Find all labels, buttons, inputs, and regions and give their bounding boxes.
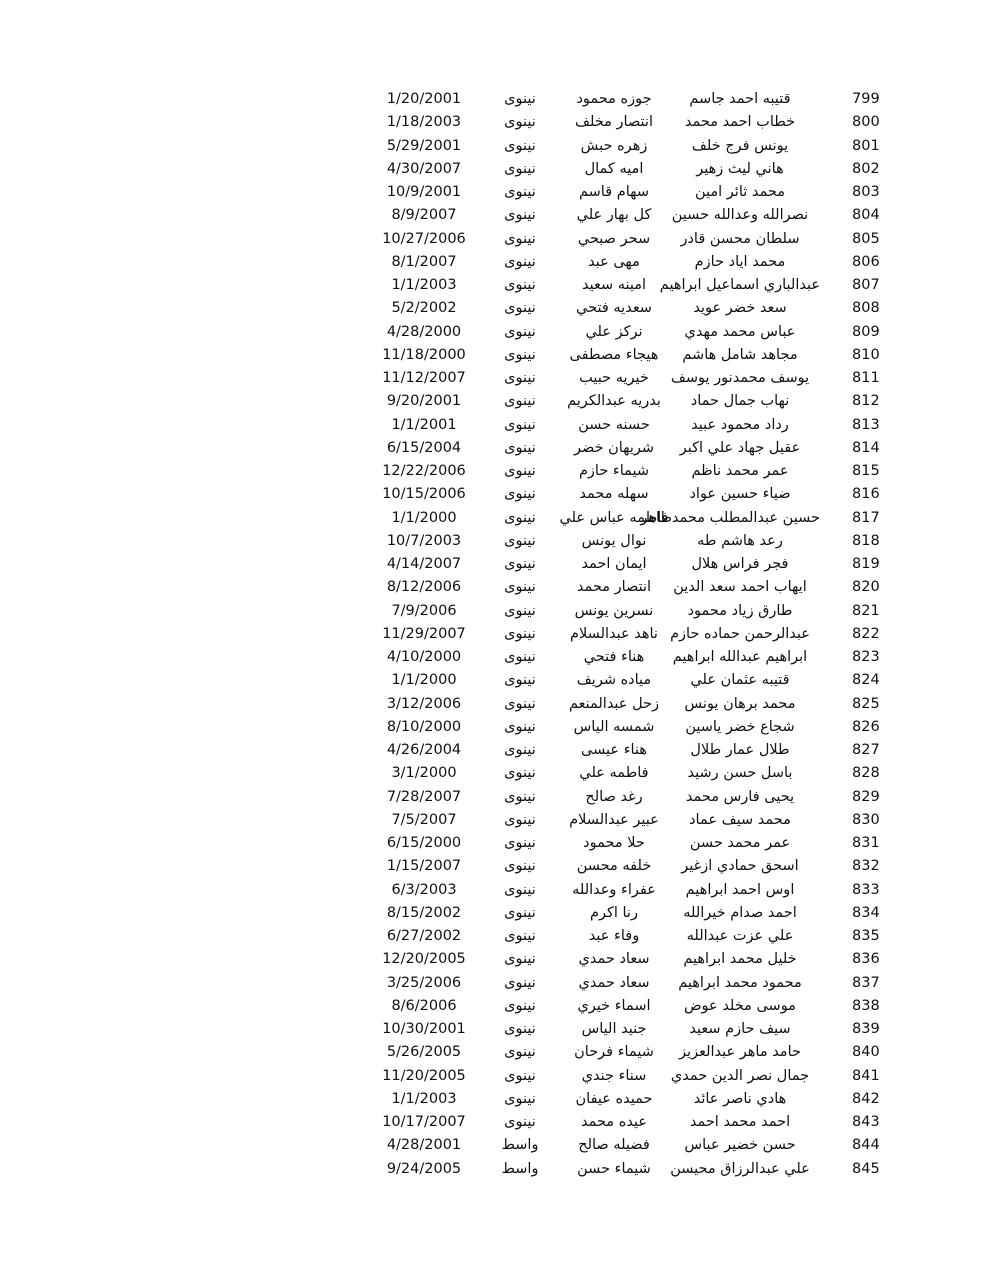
- governorate: نينوى: [504, 463, 536, 479]
- governorate: نينوى: [504, 811, 536, 828]
- record-row: [372, 274, 892, 297]
- birth-date: 9/24/2005: [386, 1160, 462, 1177]
- mother-name: رنا اكرم: [590, 904, 638, 921]
- mother-name: هيجاء مصطفى: [569, 346, 659, 363]
- record-number: 825: [852, 695, 880, 712]
- governorate: نينوى: [504, 858, 536, 875]
- person-name: نصرالله وعدالله حسين: [671, 207, 809, 224]
- record-number: 828: [852, 765, 880, 782]
- governorate: نينوى: [504, 904, 536, 921]
- birth-date: 4/10/2000: [386, 649, 462, 665]
- person-name: احمد صدام خيرالله: [683, 904, 797, 921]
- governorate: نينوى: [504, 974, 536, 991]
- person-name: سعد خضر عويد: [693, 300, 787, 317]
- birth-date: 4/30/2007: [386, 160, 462, 177]
- governorate: نينوى: [504, 1021, 536, 1037]
- record-number: 829: [852, 788, 880, 805]
- mother-name: اسماء خيري: [577, 997, 651, 1014]
- record-row: [372, 948, 892, 971]
- record-row: [372, 576, 892, 599]
- governorate: نينوى: [504, 532, 536, 549]
- record-number: 808: [852, 300, 880, 317]
- governorate: نينوى: [504, 881, 536, 898]
- birth-date: 11/18/2000: [382, 346, 466, 363]
- record-number: 814: [852, 439, 880, 456]
- person-name: محمود محمد ابراهيم: [678, 974, 802, 991]
- governorate: نينوى: [504, 486, 536, 503]
- person-name: عمر محمد حسن: [689, 835, 791, 851]
- record-number: 820: [852, 579, 880, 596]
- person-name: عبدالرحمن حماده حازم: [670, 625, 810, 642]
- record-number: 805: [852, 230, 880, 247]
- mother-name: انتصار محمد: [576, 579, 652, 596]
- mother-name: نوال يونس: [581, 532, 647, 549]
- record-row: [372, 367, 892, 390]
- record-number: 813: [852, 416, 880, 433]
- mother-name: كل بهار علي: [576, 207, 652, 224]
- birth-date: 12/22/2006: [382, 463, 466, 479]
- record-row: [372, 1111, 892, 1134]
- mother-name: عيده محمد: [581, 1114, 647, 1130]
- person-name: حامد ماهر عبدالعزيز: [679, 1044, 801, 1061]
- mother-name: خلفه محسن: [576, 858, 652, 875]
- birth-date: 10/7/2003: [386, 532, 462, 549]
- record-row: [372, 669, 892, 692]
- person-name: خطاب احمد محمد: [684, 114, 796, 131]
- record-row: [372, 111, 892, 134]
- record-number: 816: [852, 486, 880, 503]
- record-number: 842: [852, 1090, 880, 1107]
- record-row: [372, 1041, 892, 1064]
- birth-date: 1/1/2001: [391, 416, 457, 433]
- record-number: 818: [852, 532, 880, 549]
- record-number: 843: [852, 1114, 880, 1130]
- mother-name: زحل عبدالمنعم: [568, 695, 660, 712]
- person-name: حسين عبدالمطلب محمدطاهر: [640, 509, 820, 526]
- birth-date: 10/30/2001: [382, 1021, 466, 1037]
- governorate: نينوى: [504, 184, 536, 200]
- mother-name: شيماء حسن: [577, 1160, 651, 1177]
- mother-name: سعاد حمدي: [578, 974, 650, 991]
- birth-date: 10/17/2007: [382, 1114, 466, 1130]
- birth-date: 3/25/2006: [386, 974, 462, 991]
- record-row: [372, 344, 892, 367]
- record-row: [372, 1065, 892, 1088]
- governorate: نينوى: [504, 277, 536, 293]
- record-row: [372, 739, 892, 762]
- person-name: قتيبه عثمان علي: [690, 672, 790, 689]
- mother-name: شيماء فرحان: [574, 1044, 654, 1061]
- birth-date: 11/29/2007: [382, 625, 466, 642]
- record-row: [372, 321, 892, 344]
- person-name: هاني ليث زهير: [696, 160, 784, 177]
- governorate: نينوى: [504, 160, 536, 177]
- birth-date: 9/20/2001: [386, 393, 462, 410]
- record-row: [372, 414, 892, 437]
- birth-date: 1/1/2000: [391, 672, 457, 689]
- person-name: محمد ثائر امين: [694, 184, 786, 200]
- person-name: باسل حسن رشيد: [687, 765, 793, 782]
- record-number: 844: [852, 1137, 880, 1154]
- record-number: 830: [852, 811, 880, 828]
- governorate: نينوى: [504, 1090, 536, 1107]
- governorate: نينوى: [504, 649, 536, 665]
- governorate: نينوى: [504, 207, 536, 224]
- governorate: نينوى: [504, 695, 536, 712]
- mother-name: سعاد حمدي: [578, 951, 650, 968]
- governorate: نينوى: [504, 788, 536, 805]
- governorate: نينوى: [504, 230, 536, 247]
- governorate: نينوى: [504, 114, 536, 131]
- mother-name: فضيله صالح: [578, 1137, 650, 1154]
- birth-date: 3/1/2000: [391, 765, 457, 782]
- person-name: ايهاب احمد سعد الدين: [673, 579, 807, 596]
- governorate: نينوى: [504, 300, 536, 317]
- birth-date: 6/3/2003: [391, 881, 457, 898]
- governorate: نينوى: [504, 835, 536, 851]
- record-number: 836: [852, 951, 880, 968]
- mother-name: فاطمه عباس علي: [559, 509, 669, 526]
- record-row: [372, 809, 892, 832]
- mother-name: زهره حبش: [580, 137, 648, 154]
- record-number: 835: [852, 928, 880, 944]
- person-name: عباس محمد مهدي: [684, 323, 796, 340]
- birth-date: 8/1/2007: [391, 253, 457, 270]
- person-name: طلال عمار طلال: [690, 742, 790, 758]
- person-name: حسن خضير عباس: [684, 1137, 796, 1154]
- person-name: عبدالباري اسماعيل ابراهيم: [659, 277, 820, 293]
- record-row: [372, 1088, 892, 1111]
- governorate: نينوى: [504, 625, 536, 642]
- record-row: [372, 460, 892, 483]
- record-number: 821: [852, 602, 880, 619]
- person-name: طارق زياد محمود: [687, 602, 793, 619]
- mother-name: امينه سعيد: [581, 277, 647, 293]
- record-row: [372, 228, 892, 251]
- record-row: [372, 832, 892, 855]
- record-number: 831: [852, 835, 880, 851]
- person-name: نهاب جمال حماد: [690, 393, 790, 410]
- governorate: نينوى: [504, 509, 536, 526]
- record-row: [372, 530, 892, 553]
- person-name: ابراهيم عبدالله ابراهيم: [672, 649, 808, 665]
- governorate: نينوى: [504, 439, 536, 456]
- record-row: [372, 902, 892, 925]
- governorate: نينوى: [504, 997, 536, 1014]
- person-name: محمد برهان يونس: [684, 695, 796, 712]
- record-row: [372, 972, 892, 995]
- record-number: 800: [852, 114, 880, 131]
- governorate: نينوى: [504, 1067, 536, 1084]
- person-name: ضياء حسين عواد: [689, 486, 791, 503]
- person-name: خليل محمد ابراهيم: [683, 951, 797, 968]
- birth-date: 6/15/2004: [386, 439, 462, 456]
- mother-name: حلا محمود: [583, 835, 645, 851]
- record-row: [372, 1158, 892, 1181]
- record-number: 802: [852, 160, 880, 177]
- person-name: فجر فراس هلال: [691, 556, 789, 572]
- birth-date: 1/1/2000: [391, 509, 457, 526]
- person-name: يحيى فارس محمد: [685, 788, 795, 805]
- person-name: عقيل جهاد علي اكبر: [679, 439, 801, 456]
- record-row: [372, 762, 892, 785]
- person-name: محمد اياد حازم: [694, 253, 786, 270]
- record-number: 834: [852, 904, 880, 921]
- mother-name: ايمان احمد: [581, 556, 647, 572]
- record-number: 822: [852, 625, 880, 642]
- record-row: [372, 995, 892, 1018]
- record-number: 799: [852, 91, 880, 107]
- mother-name: نركز علي: [585, 323, 643, 340]
- governorate: نينوى: [504, 91, 536, 107]
- mother-name: رغد صالح: [585, 788, 643, 805]
- record-number: 801: [852, 137, 880, 154]
- person-name: مجاهد شامل هاشم: [682, 346, 798, 363]
- record-row: [372, 297, 892, 320]
- record-row: [372, 879, 892, 902]
- person-name: علي عبدالرزاق محيسن: [670, 1160, 810, 1177]
- mother-name: فاطمه علي: [579, 765, 649, 782]
- birth-date: 4/14/2007: [386, 556, 462, 572]
- birth-date: 4/28/2000: [386, 323, 462, 340]
- governorate: نينوى: [504, 370, 536, 386]
- governorate: نينوى: [504, 253, 536, 270]
- person-name: اسحق حمادي ازغير: [681, 858, 799, 875]
- birth-date: 10/9/2001: [386, 184, 462, 200]
- governorate: نينوى: [504, 579, 536, 596]
- record-number: 819: [852, 556, 880, 572]
- birth-date: 8/12/2006: [386, 579, 462, 596]
- person-name: رعد هاشم طه: [697, 532, 783, 549]
- record-number: 812: [852, 393, 880, 410]
- birth-date: 4/26/2004: [386, 742, 462, 758]
- record-number: 841: [852, 1067, 880, 1084]
- record-number: 837: [852, 974, 880, 991]
- birth-date: 8/6/2006: [391, 997, 457, 1014]
- record-number: 810: [852, 346, 880, 363]
- governorate: نينوى: [504, 718, 536, 735]
- record-row: [372, 204, 892, 227]
- record-row: [372, 855, 892, 878]
- person-name: علي عزت عبدالله: [686, 928, 794, 944]
- mother-name: عبير عبدالسلام: [569, 811, 659, 828]
- birth-date: 8/15/2002: [386, 904, 462, 921]
- birth-date: 5/29/2001: [386, 137, 462, 154]
- record-row: [372, 600, 892, 623]
- birth-date: 10/27/2006: [382, 230, 466, 247]
- record-number: 806: [852, 253, 880, 270]
- mother-name: بدريه عبدالكريم: [567, 393, 661, 410]
- birth-date: 11/20/2005: [382, 1067, 466, 1084]
- record-number: 803: [852, 184, 880, 200]
- person-name: سلطان محسن قادر: [680, 230, 800, 247]
- governorate: نينوى: [504, 602, 536, 619]
- governorate: نينوى: [504, 1044, 536, 1061]
- birth-date: 6/15/2000: [386, 835, 462, 851]
- governorate: نينوى: [504, 556, 536, 572]
- record-row: [372, 623, 892, 646]
- record-row: [372, 1134, 892, 1157]
- person-name: هادي ناصر عائد: [693, 1090, 787, 1107]
- birth-date: 6/27/2002: [386, 928, 462, 944]
- governorate: نينوى: [504, 323, 536, 340]
- mother-name: سحر صبحي: [577, 230, 651, 247]
- record-row: [372, 181, 892, 204]
- birth-date: 12/20/2005: [382, 951, 466, 968]
- mother-name: عفراء وعدالله: [572, 881, 656, 898]
- person-name: اوس احمد ابراهيم: [685, 881, 795, 898]
- person-name: محمد سيف عماد: [689, 811, 791, 828]
- birth-date: 4/28/2001: [386, 1137, 462, 1154]
- mother-name: شريهان خضر: [573, 439, 655, 456]
- record-row: [372, 88, 892, 111]
- governorate: واسط: [501, 1137, 539, 1154]
- record-number: 817: [852, 509, 880, 526]
- record-row: [372, 251, 892, 274]
- mother-name: شمسه الياس: [573, 718, 655, 735]
- record-number: 815: [852, 463, 880, 479]
- record-row: [372, 1018, 892, 1041]
- governorate: نينوى: [504, 928, 536, 944]
- governorate: نينوى: [504, 951, 536, 968]
- record-number: 824: [852, 672, 880, 689]
- person-name: سيف حازم سعيد: [689, 1021, 791, 1037]
- birth-date: 10/15/2006: [382, 486, 466, 503]
- record-number: 833: [852, 881, 880, 898]
- person-name: عمر محمد ناظم: [691, 463, 789, 479]
- mother-name: نسرين يونس: [574, 602, 654, 619]
- governorate: نينوى: [504, 137, 536, 154]
- mother-name: سهام قاسم: [579, 184, 649, 200]
- birth-date: 7/5/2007: [391, 811, 457, 828]
- birth-date: 1/1/2003: [391, 277, 457, 293]
- record-row: [372, 135, 892, 158]
- record-number: 838: [852, 997, 880, 1014]
- birth-date: 8/9/2007: [391, 207, 457, 224]
- records-list: [372, 88, 892, 1181]
- governorate: نينوى: [504, 765, 536, 782]
- birth-date: 5/2/2002: [391, 300, 457, 317]
- birth-date: 8/10/2000: [386, 718, 462, 735]
- record-row: [372, 158, 892, 181]
- mother-name: سعديه فتحي: [576, 300, 652, 317]
- mother-name: جوزه محمود: [576, 91, 652, 107]
- mother-name: مياده شريف: [576, 672, 652, 689]
- person-name: رداد محمود عبيد: [691, 416, 789, 433]
- governorate: واسط: [501, 1160, 539, 1177]
- record-row: [372, 693, 892, 716]
- birth-date: 1/1/2003: [391, 1090, 457, 1107]
- mother-name: حميده عيفان: [575, 1090, 653, 1107]
- birth-date: 5/26/2005: [386, 1044, 462, 1061]
- person-name: احمد محمد احمد: [689, 1114, 791, 1130]
- record-number: 807: [852, 277, 880, 293]
- mother-name: اميه كمال: [584, 160, 644, 177]
- record-number: 827: [852, 742, 880, 758]
- person-name: جمال نصر الدين حمدي: [670, 1067, 810, 1084]
- mother-name: خيريه حبيب: [579, 370, 649, 386]
- mother-name: وفاء عبد: [588, 928, 640, 944]
- mother-name: ناهد عبدالسلام: [570, 625, 658, 642]
- governorate: نينوى: [504, 393, 536, 410]
- governorate: نينوى: [504, 672, 536, 689]
- birth-date: 11/12/2007: [382, 370, 466, 386]
- record-number: 804: [852, 207, 880, 224]
- governorate: نينوى: [504, 1114, 536, 1130]
- mother-name: جنيد الياس: [581, 1021, 647, 1037]
- mother-name: انتصار مخلف: [575, 114, 653, 131]
- mother-name: سهله محمد: [579, 486, 649, 503]
- record-row: [372, 786, 892, 809]
- record-number: 811: [852, 370, 880, 386]
- governorate: نينوى: [504, 416, 536, 433]
- governorate: نينوى: [504, 346, 536, 363]
- record-number: 839: [852, 1021, 880, 1037]
- record-number: 840: [852, 1044, 880, 1061]
- record-row: [372, 925, 892, 948]
- record-row: [372, 646, 892, 669]
- record-number: 823: [852, 649, 880, 665]
- record-number: 809: [852, 323, 880, 340]
- record-row: [372, 483, 892, 506]
- birth-date: 1/18/2003: [386, 114, 462, 131]
- record-number: 845: [852, 1160, 880, 1177]
- birth-date: 1/20/2001: [386, 91, 462, 107]
- mother-name: شيماء حازم: [578, 463, 650, 479]
- mother-name: هناء عيسى: [581, 742, 647, 758]
- person-name: يوسف محمدنور يوسف: [670, 370, 810, 386]
- record-row: [372, 716, 892, 739]
- record-row: [372, 553, 892, 576]
- birth-date: 7/28/2007: [386, 788, 462, 805]
- person-name: شجاع خضر ياسين: [685, 718, 795, 735]
- record-number: 826: [852, 718, 880, 735]
- record-row: [372, 507, 892, 530]
- record-row: [372, 390, 892, 413]
- record-row: [372, 437, 892, 460]
- mother-name: هناء فتحي: [583, 649, 645, 665]
- governorate: نينوى: [504, 742, 536, 758]
- birth-date: 1/15/2007: [386, 858, 462, 875]
- person-name: قتيبه احمد جاسم: [689, 91, 791, 107]
- mother-name: حسنه حسن: [578, 416, 650, 433]
- mother-name: سناء جندي: [581, 1067, 647, 1084]
- birth-date: 7/9/2006: [391, 602, 457, 619]
- person-name: موسى مخلد عوض: [684, 997, 796, 1014]
- person-name: يونس فرج خلف: [691, 137, 789, 154]
- birth-date: 3/12/2006: [386, 695, 462, 712]
- mother-name: مهى عبد: [588, 253, 640, 270]
- record-number: 832: [852, 858, 880, 875]
